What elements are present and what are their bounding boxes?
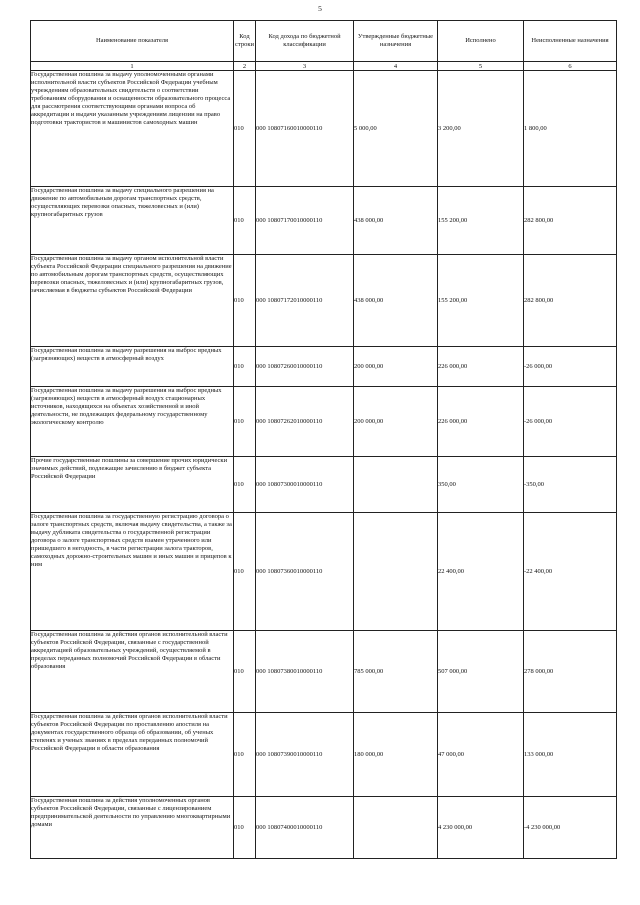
row-income-code: 000 10807390010000110 [256,713,354,797]
row-line-code: 010 [234,457,256,513]
row-name: Государственная пошлина за выдачу разрешения на выброс вредных (загрязняющих) веществ в атмосферный воздух стационарных источников, находящихся на объектах хозяйственной и иной деятельности, не подлежащих федеральному государственному экологическому контролю [31,387,234,457]
row-line-code: 010 [234,713,256,797]
row-name: Государственная пошлина за действия органов исполнительной власти субъектов Российской Федерации по проставлению апостиля на документах государственного образца об образовании, об ученых степенях и ученых званиях в пределах переданных полномочий Российской Федерации в области образования [31,713,234,797]
row-approved: 200 000,00 [354,347,438,387]
row-executed: 507 000,00 [438,631,524,713]
row-name: Государственная пошлина за действия органов исполнительной власти субъектов Российской Федерации, связанные с государственной аккредитацией образовательных учреждений, осуществляемой в пределах переданных полномочий Российской Федерации в области образования [31,631,234,713]
row-approved: 438 000,00 [354,255,438,347]
row-line-code: 010 [234,347,256,387]
row-executed: 3 200,00 [438,71,524,187]
table-row [31,513,617,631]
row-unexecuted: 282 800,00 [524,187,617,255]
row-name: Государственная пошлина за выдачу органом исполнительной власти субъекта Российской Федерации специального разрешения на движение по автомобильным дорогам транспортных средств, осуществляющих перевозки опасных, тяжеловесных и (или) крупногабаритных грузов, зачисляемая в бюджеты субъектов Российской Федерации [31,255,234,347]
row-executed: 47 000,00 [438,713,524,797]
row-executed: 22 400,00 [438,513,524,631]
row-approved: 785 000,00 [354,631,438,713]
header-executed: Исполнено [438,21,524,62]
row-income-code: 000 10807170010000110 [256,187,354,255]
row-executed: 226 000,00 [438,347,524,387]
row-executed: 226 000,00 [438,387,524,457]
row-unexecuted: 282 800,00 [524,255,617,347]
table-row [31,255,617,347]
row-approved: 180 000,00 [354,713,438,797]
row-income-code: 000 10807262010000110 [256,387,354,457]
row-unexecuted: -26 000,00 [524,347,617,387]
column-number: 3 [256,62,354,71]
row-unexecuted: -26 000,00 [524,387,617,457]
column-number: 6 [524,62,617,71]
header-line-code: Код строки [234,21,256,62]
row-name: Государственная пошлина за выдачу разрешения на выброс вредных (загрязняющих) веществ в атмосферный воздух [31,347,234,387]
row-unexecuted: -4 230 000,00 [524,797,617,859]
row-unexecuted: 1 800,00 [524,71,617,187]
row-approved: 438 000,00 [354,187,438,255]
table-row [31,387,617,457]
header-name: Наименование показателя [31,21,234,62]
table-row [31,797,617,859]
row-line-code: 010 [234,71,256,187]
table-row [31,457,617,513]
row-approved [354,457,438,513]
row-income-code: 000 10807360010000110 [256,513,354,631]
row-name: Государственная пошлина за выдачу специального разрешения на движение по автомобильным дорогам транспортных средств, осуществляющих перевозки опасных, тяжеловесных и (или) крупногабаритных грузов [31,187,234,255]
row-executed: 4 230 000,00 [438,797,524,859]
row-name: Прочие государственные пошлины за совершение прочих юридически значимых действий, подлежащие зачислению в бюджет субъекта Российской Федерации [31,457,234,513]
table-row [31,347,617,387]
row-income-code: 000 10807260010000110 [256,347,354,387]
row-line-code: 010 [234,631,256,713]
column-number-row [31,62,617,71]
row-unexecuted: 133 000,00 [524,713,617,797]
row-income-code: 000 10807380010000110 [256,631,354,713]
row-executed: 155 200,00 [438,187,524,255]
header-approved: Утвержденные бюджетные назначения [354,21,438,62]
row-name: Государственная пошлина за выдачу уполномоченными органами исполнительной власти субъектов Российской Федерации учебным учреждениям образовательных свидетельств о соответствии требованиям оборудования и оснащенности образовательного процесса для рассмотрения соответствующими органами вопроса об аккредитации и выдачи указанным учреждениям лицензии на право подготовки трактористов и машинистов самоходных машин [31,71,234,187]
row-line-code: 010 [234,797,256,859]
row-name: Государственная пошлина за действия уполномоченных органов субъектов Российской Федерации, связанные с лицензированием предпринимательской деятельности по управлению многоквартирными домами [31,797,234,859]
row-approved [354,797,438,859]
row-unexecuted: -350,00 [524,457,617,513]
column-number: 5 [438,62,524,71]
row-line-code: 010 [234,387,256,457]
row-income-code: 000 10807400010000110 [256,797,354,859]
row-name: Государственная пошлина за государственную регистрацию договора о залоге транспортных средств, включая выдачу свидетельства, а также за выдачу дубликата свидетельства о государственной регистрации договора о залоге транспортных средств взамен утраченного или пришедшего в негодность, в части регистрации залога тракторов, самоходных дорожно-строительных машин и иных машин и прицепов к ним [31,513,234,631]
row-executed: 350,00 [438,457,524,513]
row-income-code: 000 10807300010000110 [256,457,354,513]
row-executed: 155 200,00 [438,255,524,347]
row-unexecuted: -22 400,00 [524,513,617,631]
column-number: 1 [31,62,234,71]
row-unexecuted: 278 000,00 [524,631,617,713]
row-income-code: 000 10807160010000110 [256,71,354,187]
row-approved: 5 000,00 [354,71,438,187]
header-unexecuted: Неисполненные назначения [524,21,617,62]
table-row [31,713,617,797]
header-income-code: Код дохода по бюджетной классификации [256,21,354,62]
table-row [31,631,617,713]
column-number: 2 [234,62,256,71]
table-row [31,187,617,255]
row-line-code: 010 [234,255,256,347]
table-row [31,71,617,187]
row-line-code: 010 [234,187,256,255]
page-number: 5 [318,4,322,13]
column-number: 4 [354,62,438,71]
row-approved [354,513,438,631]
budget-execution-table [30,20,617,859]
header-row [31,21,617,62]
row-income-code: 000 10807172010000110 [256,255,354,347]
row-line-code: 010 [234,513,256,631]
row-approved: 200 000,00 [354,387,438,457]
